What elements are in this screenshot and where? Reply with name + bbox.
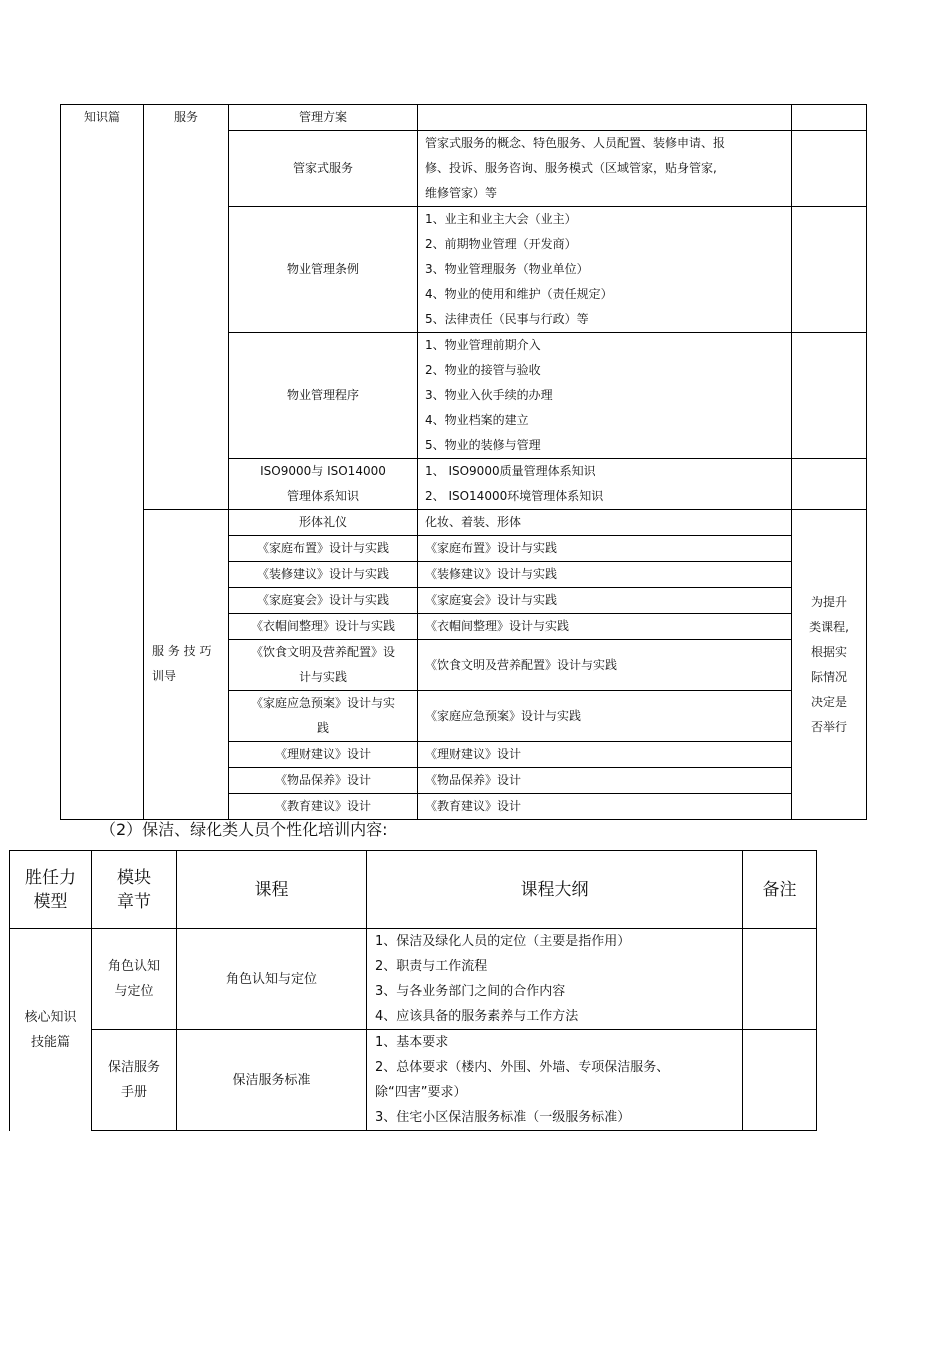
outline-line: 3、与各业务部门之间的合作内容	[375, 984, 566, 999]
course-line: 《衣帽间整理》设计与实践	[250, 619, 395, 633]
module-line: 手册	[120, 1085, 147, 1100]
outline-line: 4、物业的使用和维护（责任规定）	[425, 287, 613, 301]
outline-line: 1、业主和业主大会（业主）	[425, 212, 577, 226]
note-line: 类课程,	[809, 619, 849, 634]
course-cell	[229, 588, 418, 614]
note-line: 为提升	[810, 594, 847, 609]
header-module	[92, 851, 177, 929]
course-line: 管理体系知识	[286, 489, 359, 503]
course-line: 物业管理条例	[286, 262, 359, 276]
outline-line: 1、保洁及绿化人员的定位（主要是指作用）	[375, 934, 631, 949]
course-line: 《家庭宴会》设计与实践	[256, 593, 389, 607]
outline-line: 5、法律责任（民事与行政）等	[425, 312, 589, 326]
course-line: 《饮食文明及营养配置》设	[250, 645, 395, 659]
course-cell	[229, 640, 418, 691]
outline-line: 1、物业管理前期介入	[425, 338, 541, 352]
course-line: 《理财建议》设计	[274, 747, 371, 761]
outline-cell	[418, 562, 792, 588]
category-line: 技能篇	[30, 1034, 70, 1050]
course-line: 管理方案	[298, 110, 347, 124]
note-cell	[792, 131, 867, 207]
module-label: 服 务 技 巧 训导	[152, 643, 212, 683]
outline-cell	[418, 459, 792, 510]
outline-line: 《饮食文明及营养配置》设计与实践	[425, 657, 618, 672]
header-row	[10, 851, 817, 929]
course-cell	[229, 691, 418, 742]
outline-line: 4、应该具备的服务素养与工作方法	[375, 1009, 579, 1024]
course-line: 《装修建议》设计与实践	[256, 567, 389, 581]
outline-line: 《衣帽间整理》设计与实践	[425, 619, 570, 633]
course-line: ISO9000与 ISO14000	[260, 464, 386, 478]
outline-line: 1、基本要求	[375, 1035, 449, 1050]
course-cell	[229, 131, 418, 207]
outline-line: 4、物业档案的建立	[425, 413, 529, 427]
course-cell	[229, 614, 418, 640]
category-cell	[10, 929, 92, 1131]
course-cell	[229, 562, 418, 588]
header-line: 章节	[117, 891, 151, 912]
header-line: 胜任力	[25, 867, 76, 888]
header-outline: 课程大纲	[367, 851, 743, 929]
outline-cell	[418, 588, 792, 614]
outline-cell	[418, 742, 792, 768]
outline-line: 1、 ISO9000质量管理体系知识	[425, 464, 596, 478]
course-cell	[229, 510, 418, 536]
outline-cell	[418, 614, 792, 640]
course-cell	[229, 794, 418, 820]
table-row	[10, 929, 817, 1030]
outline-cell	[418, 207, 792, 333]
note-line: 决定是	[810, 694, 847, 709]
outline-cell	[418, 105, 792, 131]
cleaning-greening-training-table	[9, 850, 817, 1131]
outline-cell	[418, 131, 792, 207]
outline-line: 《理财建议》设计	[425, 747, 522, 761]
outline-line: 2、职责与工作流程	[375, 959, 488, 974]
outline-line: 3、物业管理服务（物业单位）	[425, 262, 589, 276]
module-cell	[92, 929, 177, 1030]
knowledge-training-table	[60, 104, 867, 820]
outline-line: 维修管家）等	[425, 186, 498, 200]
outline-cell	[367, 929, 743, 1030]
outline-cell	[418, 691, 792, 742]
module-line: 角色认知	[107, 959, 160, 974]
course-cell	[229, 207, 418, 333]
note-cell	[792, 510, 867, 820]
outline-line: 化妆、着装、形体	[425, 515, 522, 529]
category-line: 核心知识	[24, 1009, 77, 1025]
course-cell: 保洁服务标准	[177, 1030, 367, 1131]
note-line: 根据实	[810, 644, 847, 659]
course-line: 《家庭应急预案》设计与实	[250, 696, 395, 710]
header-line: 模型	[33, 891, 68, 912]
course-line: 《教育建议》设计	[274, 799, 371, 813]
note-cell	[792, 207, 867, 333]
outline-cell	[418, 333, 792, 459]
course-line: 《物品保养》设计	[274, 773, 371, 787]
outline-cell	[418, 768, 792, 794]
outline-cell	[367, 1030, 743, 1131]
course-line: 践	[316, 721, 329, 735]
course-cell: 角色认知与定位	[177, 929, 367, 1030]
outline-line: 《装修建议》设计与实践	[425, 567, 558, 581]
outline-line: 《家庭应急预案》设计与实践	[425, 708, 582, 723]
module-cell	[144, 510, 229, 820]
outline-line: 《教育建议》设计	[425, 799, 522, 813]
outline-line: 3、物业入伙手续的办理	[425, 388, 553, 402]
outline-line: 2、总体要求（楼内、外围、外墙、专项保洁服务、	[375, 1060, 670, 1075]
outline-cell	[418, 794, 792, 820]
outline-cell	[418, 536, 792, 562]
table-row	[61, 105, 867, 131]
course-cell	[229, 742, 418, 768]
outline-line: 2、前期物业管理（开发商）	[425, 237, 577, 251]
category-cell: 知识篇	[61, 105, 144, 820]
module-line: 与定位	[114, 984, 154, 999]
course-line: 形体礼仪	[298, 515, 347, 529]
outline-cell	[418, 640, 792, 691]
course-cell	[229, 105, 418, 131]
outline-line: 管家式服务的概念、特色服务、人员配置、装修申请、报	[425, 136, 726, 150]
table-row	[61, 510, 867, 536]
section-heading: （2）保洁、绿化类人员个性化培训内容:	[100, 820, 388, 839]
module-line: 保洁服务	[107, 1060, 160, 1075]
header-note: 备注	[743, 851, 817, 929]
module-cell: 服务	[144, 105, 229, 510]
course-line: 物业管理程序	[286, 388, 359, 402]
course-cell	[229, 459, 418, 510]
header-course: 课程	[177, 851, 367, 929]
note-cell	[792, 105, 867, 131]
outline-line: 修、投诉、服务咨询、服务模式（区域管家，贴身管家,	[425, 161, 717, 175]
outline-cell	[418, 510, 792, 536]
outline-line: 2、物业的接管与验收	[425, 363, 541, 377]
note-cell	[743, 929, 817, 1030]
note-line: 否举行	[810, 719, 847, 734]
outline-line: 《物品保养》设计	[425, 773, 522, 787]
note-cell	[792, 459, 867, 510]
course-line: 管家式服务	[292, 161, 353, 175]
outline-line: 《家庭宴会》设计与实践	[425, 593, 558, 607]
note-cell	[743, 1030, 817, 1131]
header-model	[10, 851, 92, 929]
note-cell	[792, 333, 867, 459]
outline-line: 2、 ISO14000环境管理体系知识	[425, 489, 604, 503]
outline-line: 《家庭布置》设计与实践	[425, 541, 558, 555]
header-line: 模块	[117, 867, 151, 888]
course-line: 计与实践	[298, 670, 347, 684]
course-cell	[229, 536, 418, 562]
course-line: 《家庭布置》设计与实践	[256, 541, 389, 555]
table-row	[10, 1030, 817, 1131]
course-cell	[229, 768, 418, 794]
outline-line: 除“四害”要求）	[375, 1085, 467, 1100]
course-cell	[229, 333, 418, 459]
note-line: 际情况	[810, 669, 847, 684]
outline-line: 5、物业的装修与管理	[425, 438, 541, 452]
module-cell	[92, 1030, 177, 1131]
outline-line: 3、住宅小区保洁服务标准（一级服务标准）	[375, 1110, 631, 1125]
